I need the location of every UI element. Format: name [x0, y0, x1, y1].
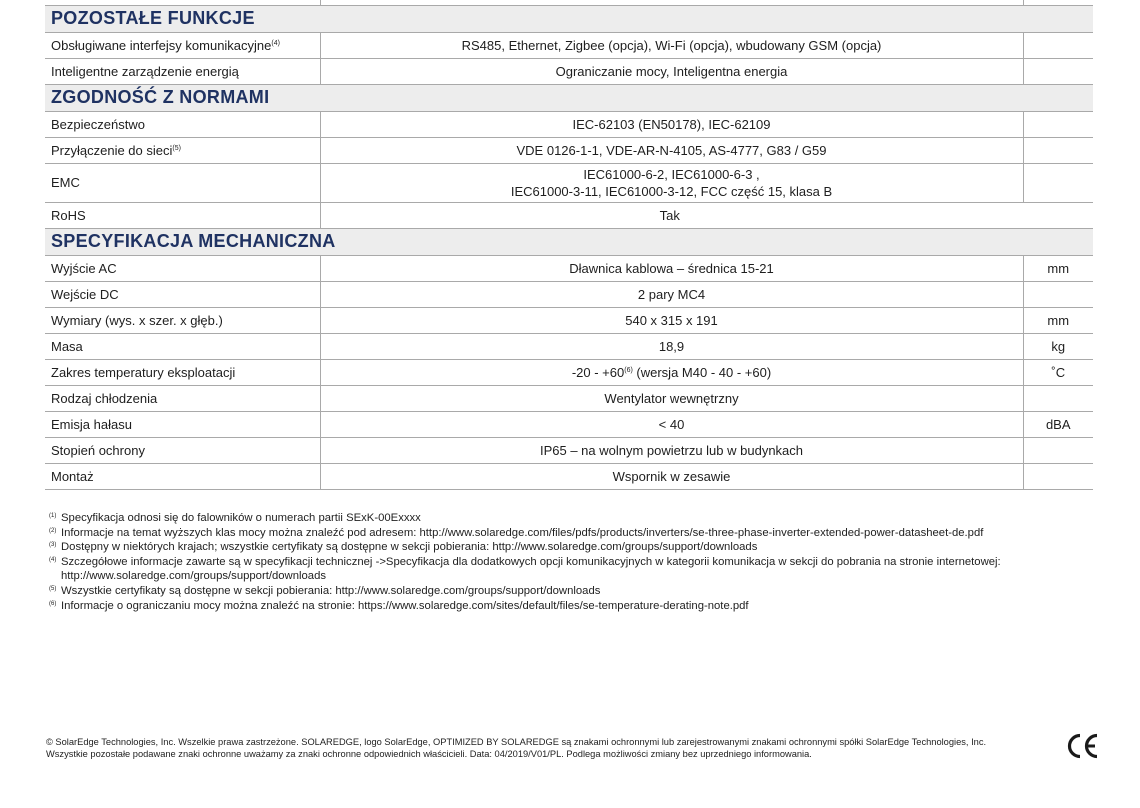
table-row [45, 359, 1093, 385]
row-unit [1023, 463, 1093, 489]
row-unit [1023, 137, 1093, 163]
section-header-mechanical [45, 228, 1093, 255]
table-row [45, 307, 1093, 333]
row-value: IP65 – na wolnym powietrzu lub w budynkach [320, 437, 1023, 463]
footnote: (5) Wszystkie certyfikaty są dostępne w sekcji pobierania: http://www.solaredge.com/groups/support/downloads [49, 584, 601, 597]
row-value: < 40 [320, 411, 1023, 437]
table-row [45, 411, 1093, 437]
row-value: 2 pary MC4 [320, 281, 1023, 307]
row-label: Inteligentne zarządzenie energią [45, 58, 320, 84]
row-label: RoHS [45, 202, 320, 228]
row-unit [1023, 385, 1093, 411]
spec-table [45, 0, 1093, 490]
row-label: Montaż [45, 463, 320, 489]
table-row [45, 137, 1093, 163]
row-value: RS485, Ethernet, Zigbee (opcja), Wi-Fi (opcja), wbudowany GSM (opcja) [320, 32, 1023, 58]
ce-mark-icon [1064, 730, 1100, 762]
row-value: Dławnica kablowa – średnica 15-21 [320, 255, 1023, 281]
copyright-footer [46, 736, 1036, 760]
row-label: Obsługiwane interfejsy komunikacyjne$^{(4)}$ [45, 32, 320, 58]
table-row [45, 111, 1093, 137]
table-row [45, 255, 1093, 281]
table-row [45, 437, 1093, 463]
row-value: VDE 0126-1-1, VDE-AR-N-4105, AS-4777, G83 / G59 [320, 137, 1023, 163]
footnotes [49, 511, 1089, 613]
row-value: Wentylator wewnętrzny [320, 385, 1023, 411]
section-title: SPECYFIKACJA MECHANICZNA [45, 228, 1093, 255]
row-value: $-20 - +60^{(6)}$ (wersja M40 - 40 - +60) [320, 359, 1023, 385]
table-row [45, 333, 1093, 359]
row-value: Wspornik w zesawie [320, 463, 1023, 489]
row-label: Emisja hałasu [45, 411, 320, 437]
section-header-functions [45, 5, 1093, 32]
row-value: 18,9 [320, 333, 1023, 359]
row-unit [1023, 58, 1093, 84]
row-unit: mm [1023, 255, 1093, 281]
row-label: Wymiary (wys. x szer. x głęb.) [45, 307, 320, 333]
row-label: EMC [45, 163, 320, 202]
row-unit: ˚C [1023, 359, 1093, 385]
row-value: IEC61000-6-2, IEC61000-6-3 , IEC61000-3-11, IEC61000-3-12, FCC część 15, klasa B [320, 163, 1023, 202]
footnote: (6) Informacje o ograniczaniu mocy można znaleźć na stronie: https://www.solaredge.com/sites/default/files/se-temperature-derating-note.pdf [49, 599, 749, 612]
row-unit: dBA [1023, 411, 1093, 437]
table-row [45, 58, 1093, 84]
table-row [45, 32, 1093, 58]
row-label: Stopień ochrony [45, 437, 320, 463]
footnote: (4) Szczegółowe informacje zawarte są w specyfikacji technicznej ->Specyfikacja dla dodatkowych opcji komunikacyjnych w kategorii komunikacja w sekcji do pobrania na stronie internetowej: http://www.solaredge.com/groups/support/downloads [49, 555, 1001, 583]
footnote: (1) Specyfikacja odnosi się do falowników o numerach partii SExK-00Exxxx [49, 512, 421, 524]
table-row [45, 163, 1093, 202]
row-unit: kg [1023, 333, 1093, 359]
row-label: Bezpieczeństwo [45, 111, 320, 137]
row-value: Ograniczanie mocy, Inteligentna energia [320, 58, 1023, 84]
row-label: Zakres temperatury eksploatacji [45, 359, 320, 385]
row-label: Masa [45, 333, 320, 359]
row-unit [1023, 32, 1093, 58]
row-value: 540 x 315 x 191 [320, 307, 1023, 333]
table-row [45, 202, 1093, 228]
table-row [45, 463, 1093, 489]
row-unit: mm [1023, 307, 1093, 333]
copyright-line: © SolarEdge Technologies, Inc. Wszelkie prawa zastrzeżone. SOLAREDGE, logo SolarEdge, OPTIMIZED BY SOLAREDGE są znakami ochronnymi lub zarejestrowanymi znakami ochronnymi spółki SolarEdge Technologies, Inc. [46, 737, 987, 747]
row-unit [1023, 111, 1093, 137]
row-label: Przyłączenie do sieci$^{(5)}$ [45, 137, 320, 163]
section-header-compliance [45, 84, 1093, 111]
section-title: POZOSTAŁE FUNKCJE [45, 5, 1093, 32]
spec-sheet [45, 0, 1093, 490]
row-unit [1023, 281, 1093, 307]
row-unit [1023, 163, 1093, 202]
section-title: ZGODNOŚĆ Z NORMAMI [45, 84, 1093, 111]
table-row [45, 385, 1093, 411]
row-unit [1023, 437, 1093, 463]
footnote: (3) Dostępny w niektórych krajach; wszystkie certyfikaty są dostępne w sekcji pobierania: http://www.solaredge.com/groups/support/downloads [49, 541, 758, 554]
row-label: Wyjście AC [45, 255, 320, 281]
row-label: Rodzaj chłodzenia [45, 385, 320, 411]
row-value: IEC-62103 (EN50178), IEC-62109 [320, 111, 1023, 137]
row-label: Wejście DC [45, 281, 320, 307]
trademark-line: Wszystkie pozostałe podawane znaki ochronne uważamy za znaki ochronne odpowiednich właścicieli. Data: 04/2019/V01/PL. Podlega możliwości zmiany bez uprzedniego informowania. [46, 749, 812, 759]
row-value: Tak [320, 202, 1093, 228]
footnote: (2) Informacje na temat wyższych klas mocy można znaleźć pod adresem: http://www.solaredge.com/files/pdfs/products/inverters/se-three-phase-inverter-extended-power-datasheet-de.pdf [49, 526, 984, 539]
table-row [45, 281, 1093, 307]
